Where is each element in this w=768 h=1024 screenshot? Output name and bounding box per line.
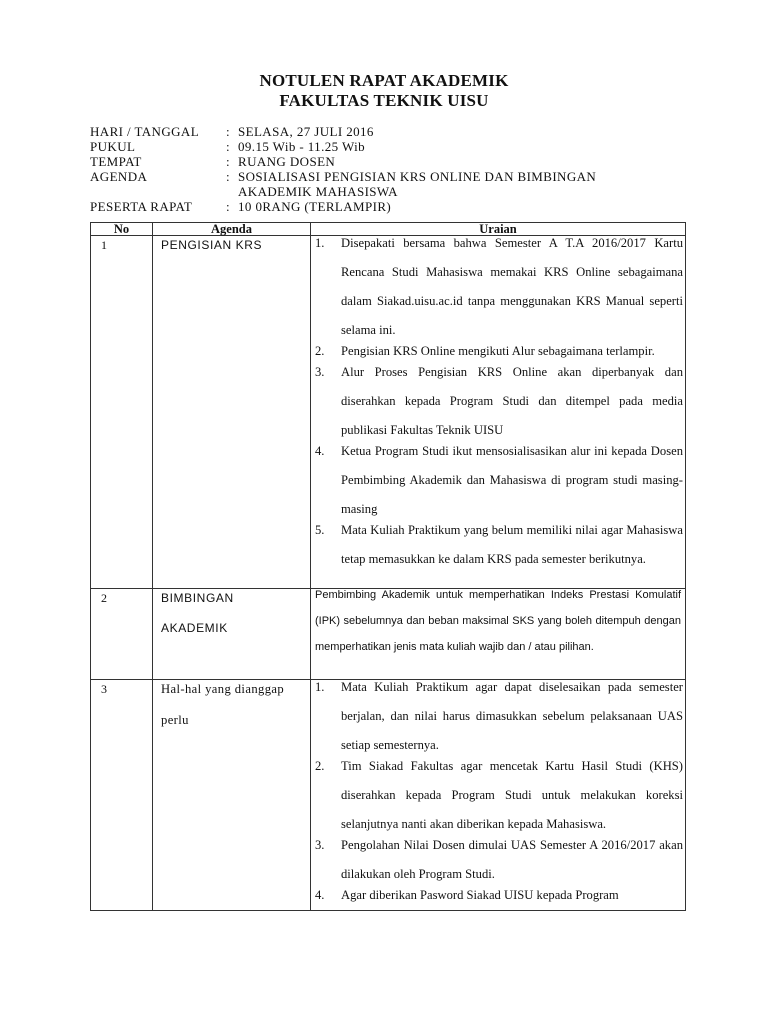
uraian-text: Pembimbing Akademik untuk memperhatikan Indeks Prestasi Komulatif (IPK) sebelumnya dan beban maksimal SKS yang boleh ditempuh dengan memperhatikan jenis mata kuliah wajib dan / atau pilihan. [315,589,681,653]
info-colon: : [226,199,231,214]
info-colon: : [226,124,231,139]
info-label: TEMPAT [90,154,142,169]
agenda-line: Hal-hal yang dianggap [161,682,285,696]
item-number: 1. [315,680,325,694]
list-item [315,760,683,839]
agenda-line: BIMBINGAN [161,591,234,605]
item-text: Mata Kuliah Praktikum agar dapat diselesaikan pada semester berjalan, dan nilai harus dimasukkan sebelum pelaksanaan UAS setiap semesternya. [341,680,683,752]
document-subtitle: FAKULTAS TEKNIK UISU [279,91,489,110]
table-row [91,589,686,680]
info-value: 09.15 Wib - 11.25 Wib [238,139,365,154]
info-label: PUKUL [90,139,136,154]
row-number: 3 [91,680,153,911]
row-uraian [311,236,686,589]
info-row-participants [90,199,658,214]
agenda-line: PENGISIAN KRS [161,238,263,252]
item-number: 4. [315,444,325,458]
row-number: 2 [91,589,153,680]
item-number: 3. [315,365,325,379]
info-colon: : [226,139,231,154]
list-item [315,524,683,574]
table-row [91,680,686,911]
minutes-table [90,222,686,911]
row-agenda [153,680,311,911]
row-number: 1 [91,236,153,589]
agenda-line: perlu [161,713,189,727]
list-item [315,445,683,524]
header-uraian: Uraian [311,223,686,236]
item-text: Pengisian KRS Online mengikuti Alur sebagaimana terlampir. [341,344,655,358]
info-label: HARI / TANGGAL [90,124,200,139]
meeting-info [90,124,658,214]
item-number: 1. [315,236,325,250]
info-label: PESERTA RAPAT [90,199,193,214]
item-text: Agar diberikan Pasword Siakad UISU kepada Program [341,888,619,902]
header-no: No [91,223,153,236]
item-number: 3. [315,838,325,852]
info-label: AGENDA [90,169,148,184]
item-number: 2. [315,759,325,773]
row-uraian [311,589,686,680]
item-text: Ketua Program Studi ikut mensosialisasikan alur ini kepada Dosen Pembimbing Akademik dan Mahasiswa di program studi masing-masing [341,444,683,516]
info-row-place [90,154,658,169]
uraian-list [315,680,683,910]
uraian-list [315,236,683,574]
item-text: Pengolahan Nilai Dosen dimulai UAS Semester A 2016/2017 akan dilakukan oleh Program Studi. [341,838,683,881]
info-row-time [90,139,658,154]
list-item [315,236,683,345]
list-item [315,680,683,760]
table-row [91,236,686,589]
item-text: Tim Siakad Fakultas agar mencetak Kartu Hasil Studi (KHS) diserahkan kepada Program Studi untuk melakukan koreksi selanjutnya nanti akan diberikan kepada Mahasiswa. [341,759,683,831]
info-colon: : [226,154,231,169]
info-row-agenda [90,169,658,199]
item-number: 2. [315,344,325,358]
row-agenda [153,589,311,680]
list-item [315,366,683,445]
item-number: 5. [315,523,325,537]
header-agenda: Agenda [153,223,311,236]
item-text: Mata Kuliah Praktikum yang belum memiliki nilai agar Mahasiswa tetap memasukkan ke dalam KRS pada semester berikutnya. [341,523,683,566]
item-text: Disepakati bersama bahwa Semester A T.A 2016/2017 Kartu Rencana Studi Mahasiswa memakai KRS Online sebagaimana dalam Siakad.uisu.ac.id tanpa menggunakan KRS Manual seperti selama ini. [341,236,683,337]
info-value: 10 0RANG (TERLAMPIR) [238,199,392,214]
list-item [315,889,683,910]
item-text: Alur Proses Pengisian KRS Online akan diperbanyak dan diserahkan kepada Program Studi dan ditempel pada media publikasi Fakultas Teknik UISU [341,365,683,437]
row-agenda [153,236,311,589]
info-row-date [90,124,658,139]
info-value: SELASA, 27 JULI 2016 [238,124,374,139]
info-colon: : [226,169,231,184]
row-uraian [311,680,686,911]
info-value: RUANG DOSEN [238,154,336,169]
item-number: 4. [315,888,325,902]
info-value: SOSIALISASI PENGISIAN KRS ONLINE DAN BIMBINGAN AKADEMIK MAHASISWA [238,169,597,199]
document-title: NOTULEN RAPAT AKADEMIK [259,71,509,90]
agenda-line: AKADEMIK [161,621,228,635]
